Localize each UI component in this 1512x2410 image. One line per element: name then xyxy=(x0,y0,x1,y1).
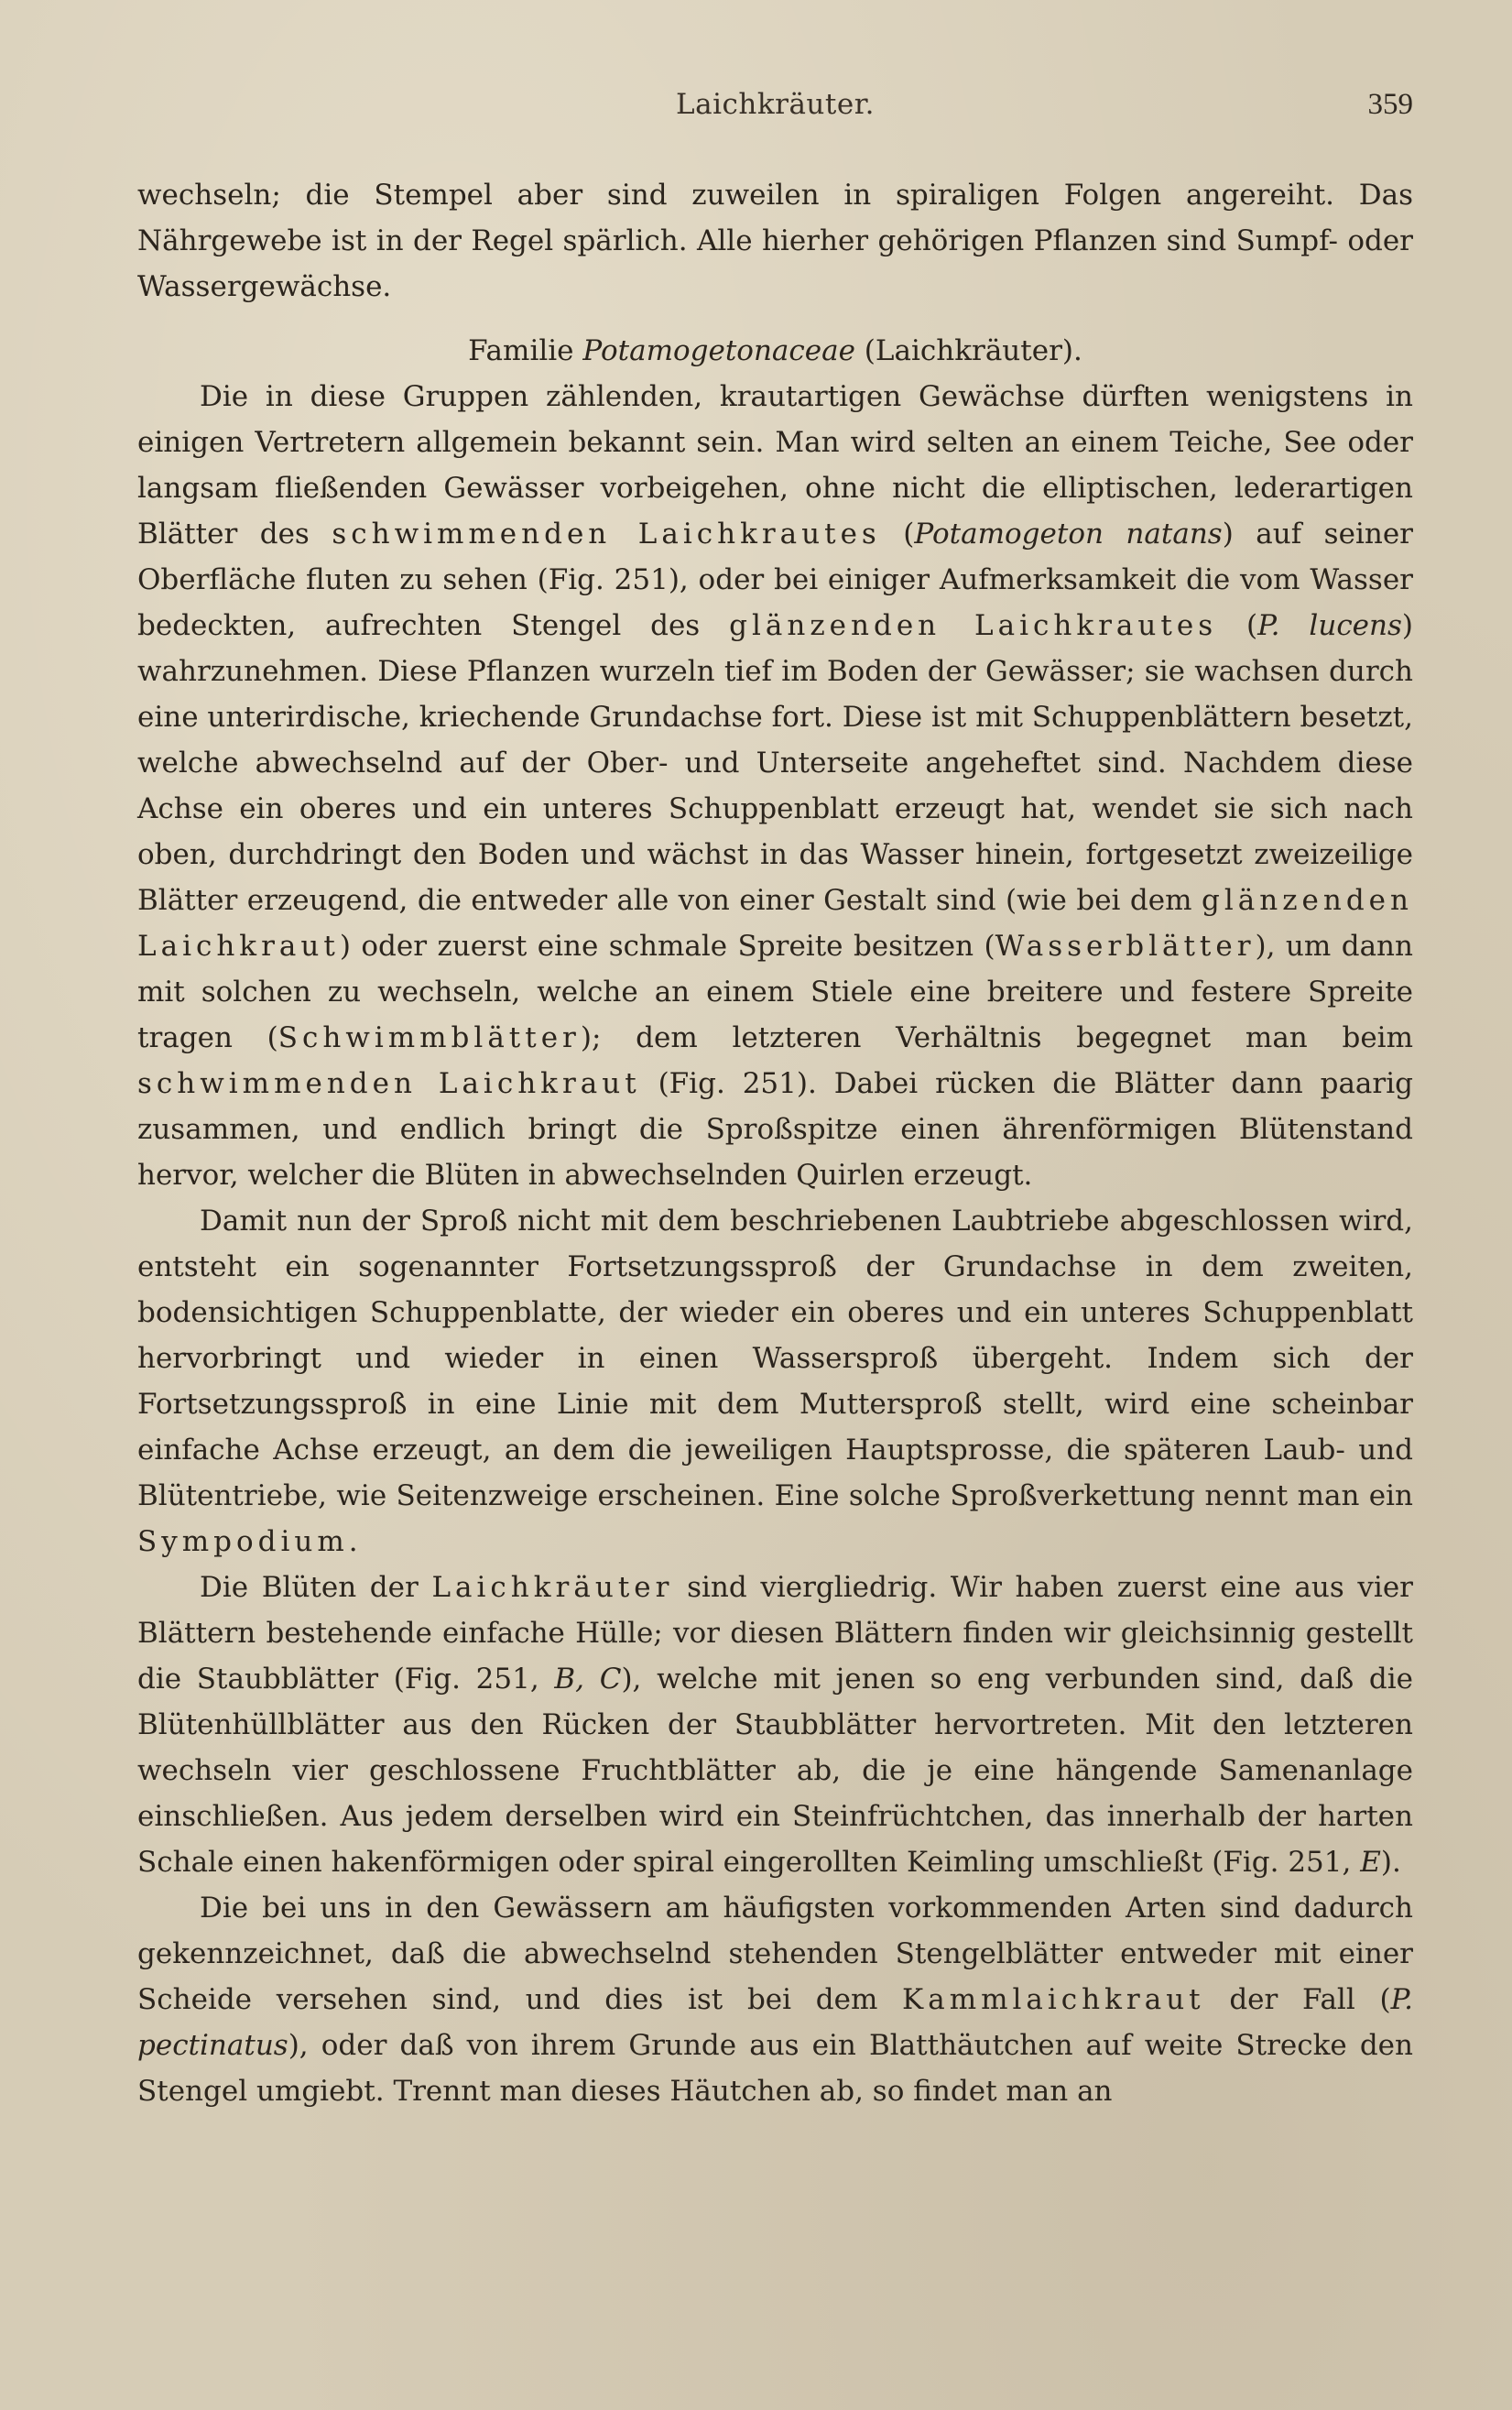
spaced-term: glänzenden Laichkrautes xyxy=(729,609,1218,642)
text-run: ), um dann mit solchen zu wechseln, welche an einem Stiele eine breitere und festere Spreite tragen ( xyxy=(137,930,1413,1054)
spaced-term: schwimmenden Laichkraut xyxy=(137,1067,641,1100)
paragraph xyxy=(137,1885,1413,2114)
text-run: sind viergliedrig. Wir haben zuerst eine aus vier Blättern bestehende einfache Hülle; vor diesen Blättern finden wir gleichsinnig gestellt die Staubblätter (Fig. 251, xyxy=(137,1571,1413,1696)
text-run: ) wahrzunehmen. Diese Pflanzen wurzeln tief im Boden der Gewässer; sie wachsen durch eine unterirdische, kriechende Grundachse fort. Diese ist mit Schuppenblättern besetzt, welche abwechselnd auf der Ober- und Unterseite angeheftet sind. Nachdem diese Achse ein oberes und ein unteres Schuppenblatt erzeugt hat, wendet sie sich nach oben, durchdringt den Boden und wächst in das Wasser hinein, fortgesetzt zweizeilige Blätter erzeugend, die entweder alle von einer Gestalt sind (wie bei dem xyxy=(137,609,1414,917)
italic-term: Potamogeton natans xyxy=(914,518,1223,551)
text-run: ) auf seiner Oberfläche fluten zu sehen (Fig. 251), oder bei einiger Aufmerksamkeit die vom Wasser bedeckten, aufrechten Stengel des xyxy=(137,518,1413,642)
spaced-term: Schwimmblätter xyxy=(277,1021,581,1054)
text-run: Damit nun der Sproß nicht mit dem beschriebenen Laubtriebe abgeschlossen wird, entsteht ein sogenannter Fortsetzungssproß der Grundachse in dem zweiten, bodensichtigen Schuppenblatte, der wieder ein oberes und ein unteres Schuppenblatt hervorbringt und wieder in einen Wassersproß übergeht. Indem sich der Fortsetzungssproß in eine Linie mit dem Muttersproß stellt, wird eine scheinbar einfache Achse erzeugt, an dem die jeweiligen Hauptsprosse, die späteren Laub- und Blütentriebe, wie Seitenzweige erscheinen. Eine solche Sproßverkettung nennt man ein xyxy=(137,1205,1413,1512)
body-text xyxy=(137,172,1413,2114)
italic-term: Potamogetonaceae xyxy=(582,334,855,367)
italic-term: P. pectinatus xyxy=(137,1983,1413,2062)
paragraph xyxy=(137,1198,1413,1565)
spaced-term: glänzenden Laichkraut xyxy=(137,884,1413,963)
paragraph xyxy=(137,172,1413,310)
text-run: (Laichkräuter). xyxy=(854,334,1082,367)
section-heading xyxy=(137,328,1413,374)
spaced-term: Wasserblätter xyxy=(995,930,1256,963)
running-head: Laichkräuter. xyxy=(676,88,875,121)
text-run: Familie xyxy=(468,334,583,367)
text-run: ), oder daß von ihrem Grunde aus ein Blatthäutchen auf weite Strecke den Stengel umgiebt. Trennt man dieses Häutchen ab, so findet man an xyxy=(137,2029,1413,2108)
text-run: . xyxy=(348,1525,358,1558)
text-run: ); dem letzteren Verhältnis begegnet man beim xyxy=(580,1021,1413,1054)
page-number: 359 xyxy=(1367,88,1413,121)
text-run: Die bei uns in den Gewässern am häufigsten vorkommenden Arten sind dadurch gekennzeichnet, daß die abwechselnd stehenden Stengelblätter entweder mit einer Scheide versehen sind, und dies ist bei dem xyxy=(137,1892,1413,2016)
italic-term: P. lucens xyxy=(1257,609,1402,642)
text-run: der Fall ( xyxy=(1204,1983,1391,2016)
spaced-term: schwimmenden Laichkrautes xyxy=(332,518,881,551)
spaced-term: Laichkräuter xyxy=(431,1571,674,1604)
paragraph xyxy=(137,374,1413,1198)
spaced-term: Sympodium xyxy=(137,1525,349,1558)
text-run: ( xyxy=(880,518,915,551)
spaced-term: Kammlaichkraut xyxy=(902,1983,1205,2016)
text-run: wechseln; die Stempel aber sind zuweilen in spiraligen Folgen angereiht. Das Nährgewebe ist in der Regel spärlich. Alle hierher gehörigen Pflanzen sind Sumpf- oder Wassergewächse. xyxy=(137,179,1413,303)
text-run: Die in diese Gruppen zählenden, krautartigen Gewächse dürften wenigstens in einigen Vertretern allgemein bekannt sein. Man wird selten an einem Teiche, See oder langsam fließenden Gewässer vorbeigehen, ohne nicht die elliptischen, lederartigen Blätter des xyxy=(137,380,1413,551)
paragraph xyxy=(137,1565,1413,1885)
text-run: ), welche mit jenen so eng verbunden sind, daß die Blütenhüllblätter aus den Rücken der Staubblätter hervortreten. Mit den letzteren wechseln vier geschlossene Fruchtblätter ab, die je eine hängende Samenanlage einschließen. Aus jedem derselben wird ein Steinfrüchtchen, das innerhalb der harten Schale einen hakenförmigen oder spiral eingerollten Keimling umschließt (Fig. 251, xyxy=(137,1663,1413,1879)
text-run: ) oder zuerst eine schmale Spreite besitzen ( xyxy=(339,930,995,963)
text-run: (Fig. 251). Dabei rücken die Blätter dann paarig zusammen, und endlich bringt die Sproßspitze einen ährenförmigen Blütenstand hervor, welcher die Blüten in abwechselnden Quirlen erzeugt. xyxy=(137,1067,1413,1192)
text-run: ). xyxy=(1380,1846,1401,1879)
text-run: Die Blüten der xyxy=(200,1571,432,1604)
italic-term: E xyxy=(1360,1846,1381,1879)
text-run: ( xyxy=(1217,609,1258,642)
italic-term: B, C xyxy=(554,1663,622,1696)
page-header xyxy=(137,88,1413,134)
